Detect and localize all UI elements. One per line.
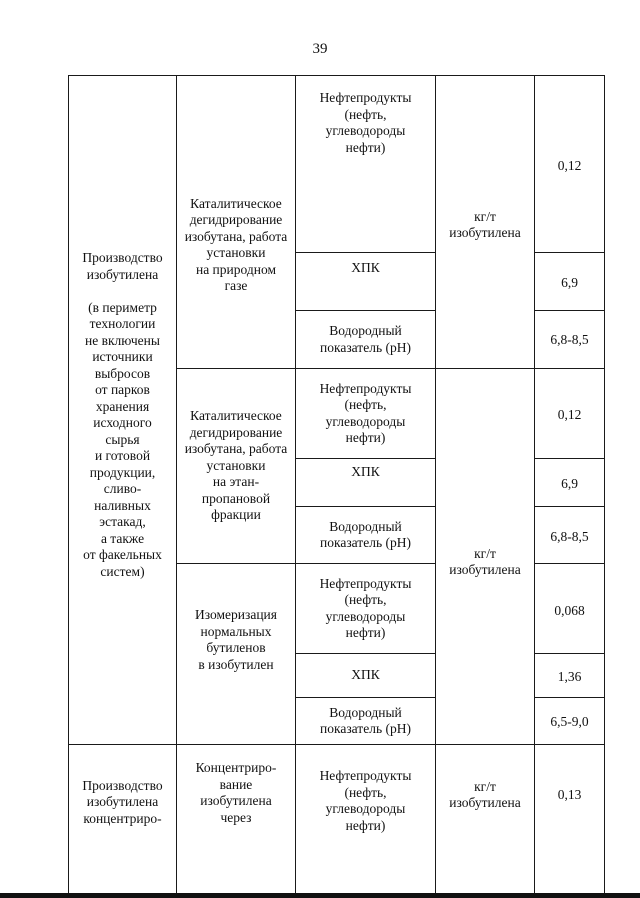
technology-text: Концентриро- вание изобутилена через [195, 760, 277, 825]
technology-text: Каталитическое дегидрирование изобутана, работа установки на природном газе [184, 195, 288, 293]
value-text: 6,8-8,5 [550, 331, 589, 347]
scan-edge [0, 893, 640, 898]
pollutant-cell [296, 83, 435, 163]
value-cell [535, 135, 604, 197]
value-cell [535, 780, 604, 810]
process-text: Производство изобутилена концентриро- [82, 777, 163, 826]
pollutant-text: Нефтепродукты (нефть, углеводороды нефти) [319, 90, 412, 155]
pollutant-cell [296, 311, 435, 368]
pollutant-cell [296, 564, 435, 653]
value-text: 0,068 [554, 602, 585, 618]
pollutant-text: Водородный показатель (pH) [320, 518, 411, 550]
pollutant-cell [296, 253, 435, 283]
unit-text: кг/т изобутилена [449, 545, 521, 577]
unit-cell [436, 200, 534, 250]
pollutant-cell [296, 369, 435, 458]
unit-text: кг/т изобутилена [449, 208, 521, 240]
unit-cell [436, 537, 534, 587]
pollutant-text: Нефтепродукты (нефть, углеводороды нефти) [319, 575, 412, 640]
value-text: 0,13 [557, 786, 582, 802]
value-text: 6,5-9,0 [550, 713, 589, 729]
process-cell [69, 765, 176, 840]
pollutant-text: Нефтепродукты (нефть, углеводороды нефти) [319, 380, 412, 445]
pollutant-cell [296, 654, 435, 697]
pollutant-cell [296, 698, 435, 744]
page-number: 39 [312, 41, 328, 57]
value-text: 6,9 [561, 274, 578, 290]
value-text: 6,8-8,5 [550, 528, 589, 544]
value-cell [535, 268, 604, 298]
process-cell [69, 225, 176, 605]
pollutant-text: ХПК [351, 463, 380, 479]
value-cell [535, 469, 604, 499]
pollutant-text: Нефтепродукты (нефть, углеводороды нефти) [319, 768, 412, 833]
technology-cell [177, 585, 295, 695]
technology-cell [177, 185, 295, 305]
pollutant-text: ХПК [351, 259, 380, 275]
emissions-table [68, 75, 605, 898]
pollutant-text: Водородный показатель (pH) [320, 323, 411, 355]
unit-cell [436, 770, 534, 820]
unit-text: кг/т изобутилена [449, 778, 521, 810]
value-cell [535, 385, 604, 445]
value-cell [535, 522, 604, 552]
value-text: 0,12 [557, 157, 582, 173]
value-text: 1,36 [557, 668, 582, 684]
value-cell [535, 581, 604, 641]
technology-cell [177, 369, 295, 563]
technology-cell [177, 753, 295, 833]
pollutant-cell [296, 459, 435, 485]
process-text: Производство изобутилена (в периметр технологии не включены источники выбросов от парков хранения исходного сырья и готовой продукции, сливо- наливных эстакад, а также от факельных систем) [82, 250, 163, 579]
technology-text: Каталитическое дегидрирование изобутана, работа установки на этан- пропановой фракции [184, 408, 288, 523]
technology-text: Изомеризация нормальных бутиленов в изобутилен [195, 607, 277, 672]
pollutant-cell [296, 761, 435, 841]
value-cell [535, 662, 604, 692]
value-text: 0,12 [557, 406, 582, 422]
pollutant-text: ХПК [351, 667, 380, 683]
pollutant-text: Водородный показатель (pH) [320, 704, 411, 736]
pollutant-cell [296, 507, 435, 563]
value-cell [535, 707, 604, 737]
value-cell [535, 325, 604, 355]
value-text: 6,9 [561, 475, 578, 491]
